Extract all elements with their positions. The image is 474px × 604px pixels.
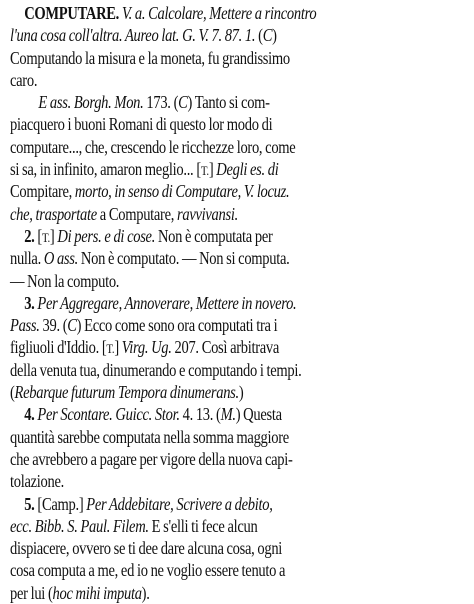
text-line xyxy=(10,158,392,180)
text-line xyxy=(10,91,392,113)
text-segment: l'una cosa coll'altra. Aureo lat. G. V. 7. 87. 1. xyxy=(10,25,256,46)
text-segment: 3. xyxy=(24,292,35,313)
text-segment: ( xyxy=(10,382,15,403)
text-segment: ( xyxy=(255,25,263,46)
text-segment: ). xyxy=(141,582,150,603)
text-line xyxy=(10,493,392,515)
text-segment: che, trasportate xyxy=(10,203,97,224)
text-segment: 173. ( xyxy=(143,92,179,113)
text-segment: della venuta tua, dinumerando e computando i tempi. xyxy=(10,359,302,380)
text-segment: ravvivansi. xyxy=(177,203,238,224)
text-segment: 4. xyxy=(24,404,35,425)
text-segment: E s'elli ti fece alcun xyxy=(148,515,258,536)
text-segment: V. a. Calcolare, Mettere a rincontro xyxy=(119,3,317,23)
text-segment: ) Questa xyxy=(235,404,282,425)
text-line xyxy=(10,136,392,158)
text-line xyxy=(10,314,392,336)
text-segment: C xyxy=(178,92,188,113)
text-segment: O ass. xyxy=(43,248,78,269)
text-line xyxy=(10,225,392,247)
text-line xyxy=(10,559,392,581)
text-segment: Per Aggregare, Annoverare, Mettere in novero. xyxy=(34,292,297,313)
text-segment: Non è computato. — Non si computa. xyxy=(77,248,290,269)
text-segment: Virg. Ug. xyxy=(121,337,172,358)
text-line xyxy=(10,47,392,69)
text-segment: M. xyxy=(220,404,236,425)
text-line xyxy=(10,2,392,24)
text-segment: C xyxy=(262,25,273,46)
text-segment: Compitare, xyxy=(10,181,75,202)
text-segment: ) xyxy=(238,382,244,403)
text-segment: 207. Così arbitrava xyxy=(171,337,280,358)
text-line xyxy=(10,448,392,470)
text-segment: 4. 13. ( xyxy=(179,404,221,425)
text-line xyxy=(10,403,392,425)
text-line xyxy=(10,292,392,314)
text-segment: — Non la computo. xyxy=(10,270,120,291)
text-segment: ) Tanto si com- xyxy=(187,92,270,113)
text-segment: per lui ( xyxy=(10,582,53,603)
text-segment: 2. xyxy=(24,225,35,246)
text-line xyxy=(10,180,392,202)
text-segment: che avrebbero a pagare per vigore della nuova capi- xyxy=(10,448,293,469)
text-segment: hoc mihi imputa xyxy=(52,582,142,603)
text-segment: COMPUTARE. xyxy=(24,3,120,23)
text-segment: ] xyxy=(49,225,58,246)
text-segment: ] xyxy=(114,337,122,358)
text-segment: Pass. xyxy=(10,315,40,336)
text-segment: C xyxy=(67,315,77,336)
text-line xyxy=(10,24,392,46)
text-segment: quantità sarebbe computata nella somma maggiore xyxy=(10,426,289,447)
text-line xyxy=(10,582,392,604)
text-segment: ecc. Bibb. S. Paul. Filem. xyxy=(10,515,149,536)
text-line xyxy=(10,359,392,381)
text-segment: Non è computata per xyxy=(155,225,273,246)
text-segment: T. xyxy=(41,229,50,245)
text-segment: Di pers. e di cose. xyxy=(57,225,156,246)
text-segment: morto, in senso di Computare, V. locuz. xyxy=(74,181,290,202)
text-line xyxy=(10,470,392,492)
text-segment: tolazione. xyxy=(10,471,64,492)
text-segment: Rebarque futurum Tempora dinumerans. xyxy=(14,382,239,403)
text-line xyxy=(10,270,392,292)
text-segment: 5. xyxy=(24,493,35,514)
text-segment: T. xyxy=(200,163,209,179)
text-line xyxy=(10,426,392,448)
text-line xyxy=(10,69,392,91)
text-segment: computare..., che, crescendo le ricchezze loro, come xyxy=(10,136,296,157)
text-line xyxy=(10,537,392,559)
text-segment: [ xyxy=(34,225,42,246)
text-segment: ) Ecco come sono ora computati tra i xyxy=(76,315,278,336)
text-segment: 39. ( xyxy=(39,315,68,336)
text-segment: piacquero i buoni Romani di questo lor modo di xyxy=(10,114,273,135)
text-segment: T. xyxy=(106,341,115,357)
dictionary-entry xyxy=(10,2,468,603)
text-segment: [Camp.] xyxy=(34,493,87,514)
text-segment: ] xyxy=(208,159,217,180)
text-segment: ) xyxy=(272,25,277,46)
text-segment: Computando la misura e la moneta, fu grandissimo xyxy=(10,47,290,68)
text-line xyxy=(10,515,392,537)
text-segment: E ass. Borgh. Mon. xyxy=(38,92,144,113)
text-segment: Degli es. di xyxy=(216,159,279,180)
text-segment: si sa, in infinito, amaron meglio... [ xyxy=(10,159,201,180)
text-segment: figliuoli d'Iddio. [ xyxy=(10,337,107,358)
text-segment: nulla. xyxy=(10,248,44,269)
text-line xyxy=(10,247,392,269)
text-segment: dispiacere, ovvero se ti dee dare alcuna cosa, ogni xyxy=(10,538,283,559)
text-segment: Per Scontare. Guicc. Stor. xyxy=(34,404,180,425)
text-segment: a Computare, xyxy=(96,203,178,224)
text-line xyxy=(10,381,392,403)
text-segment: Per Addebitare, Scrivere a debito, xyxy=(86,493,273,514)
text-line xyxy=(10,113,392,135)
text-segment: cosa computa a me, ed io ne voglio essere tenuto a xyxy=(10,560,286,581)
text-segment: caro. xyxy=(10,69,38,90)
text-line xyxy=(10,203,392,225)
text-line xyxy=(10,336,392,358)
